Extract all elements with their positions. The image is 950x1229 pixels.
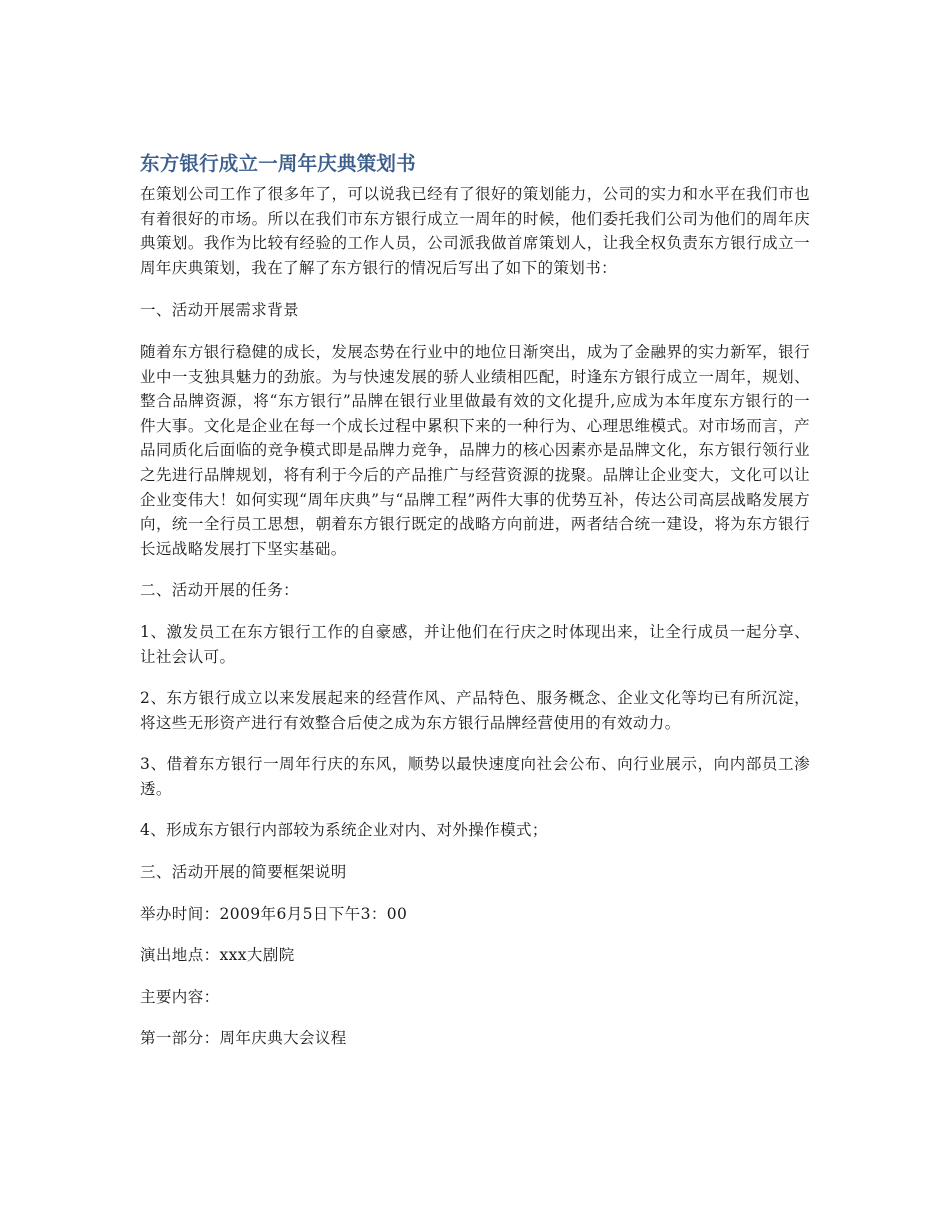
event-venue: 演出地点：xxx大剧院: [140, 946, 295, 965]
task-item-4: 4、形成东方银行内部较为系统企业对内、对外操作模式；: [140, 821, 548, 840]
task-item-1: 1、激发员工在东方银行工作的自豪感，并让他们在行庆之时体现出来，让全行成员一起分享、让社会认可。: [140, 622, 810, 666]
document-title: 东方银行成立一周年庆典策划书: [140, 152, 416, 175]
task-item-2: 2、东方银行成立以来发展起来的经营作风、产品特色、服务概念、企业文化等均已有所沉淀，将这些无形资产进行有效整合后使之成为东方银行品牌经营使用的有效动力。: [140, 689, 810, 732]
background-paragraph: 随着东方银行稳健的成长，发展态势在行业中的地位日渐突出，成为了金融界的实力新军，银行业中一支独具魅力的劲旅。为与快速发展的骄人业绩相匹配，时逢东方银行成立一周年，规划、整合品牌资源，将“东方银行”品牌在银行业里做最有效的文化提升,应成为本年度东方银行的一件大事。文化是企业在每一个成长过程中累积下来的一种行为、心理思维模式。对市场而言，产品同质化后面临的竞争模式即是品牌力竞争，品牌力的核心因素亦是品牌文化，东方银行领行业之先进行品牌规划，将有利于今后的产品推广与经营资源的拢聚。品牌让企业变大，文化可以让企业变伟大！如何实现“周年庆典”与“品牌工程”两件大事的优势互补，传达公司高层战略发展方向，统一全行员工思想，朝着东方银行既定的战略方向前进，两者结合统一建设，将为东方银行长远战略发展打下坚实基础。: [140, 342, 810, 558]
document-page: [140, 150, 810, 1068]
section-heading-framework: 三、活动开展的简要框架说明: [140, 863, 347, 882]
intro-paragraph: 在策划公司工作了很多年了，可以说我已经有了很好的策划能力，公司的实力和水平在我们市也有着很好的市场。所以在我们市东方银行成立一周年的时候，他们委托我们公司为他们的周年庆典策划。我作为比较有经验的工作人员，公司派我做首席策划人，让我全权负责东方银行成立一周年庆典策划，我在了解了东方银行的情况后写出了如下的策划书：: [140, 185, 810, 277]
part-one-heading: 第一部分：周年庆典大会议程: [140, 1029, 347, 1048]
event-time: 举办时间：2009年6月5日下午3：00: [140, 904, 408, 923]
section-heading-tasks: 二、活动开展的任务：: [140, 581, 300, 600]
task-item-3: 3、借着东方银行一周年行庆的东风，顺势以最快速度向社会公布、向行业展示，向内部员工渗透。: [140, 755, 810, 798]
section-heading-background: 一、活动开展需求背景: [140, 301, 300, 320]
main-content-label: 主要内容：: [140, 987, 220, 1006]
